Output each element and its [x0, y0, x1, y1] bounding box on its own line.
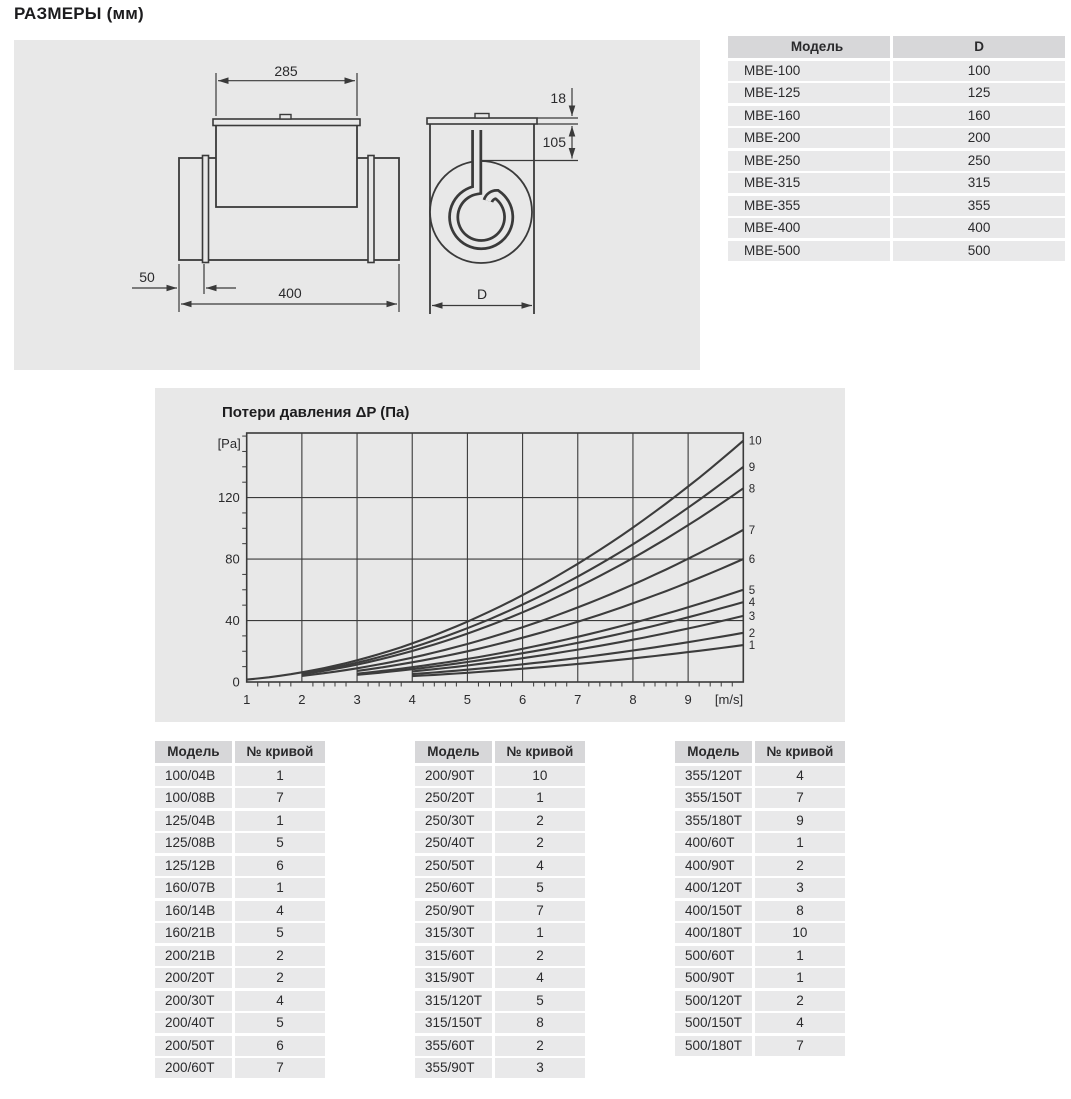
table-row: [155, 1058, 325, 1078]
table-row: [675, 968, 845, 988]
value-cell: 2: [536, 812, 544, 828]
table-row: [675, 901, 845, 921]
page-title: РАЗМЕРЫ (мм): [14, 4, 144, 23]
table-row: [155, 991, 325, 1011]
model-cell: 250/50Т: [415, 856, 495, 876]
table-row: [728, 241, 1065, 261]
model-cell: МВЕ-125: [728, 83, 893, 103]
table-row: [415, 788, 585, 808]
value-cell: 500: [967, 242, 991, 258]
value-cell: 2: [276, 947, 284, 963]
table-row: [675, 991, 845, 1011]
x-tick-label: 4: [408, 692, 416, 707]
y-tick-label: 0: [232, 674, 240, 690]
terminal-box-lid: [213, 119, 360, 126]
curve-label-2: 2: [748, 627, 756, 640]
table-row: [728, 151, 1065, 171]
value-cell: 5: [276, 1015, 284, 1030]
model-cell: 125/12В: [155, 856, 235, 876]
column-header-curve: № кривой: [246, 744, 314, 759]
value-cell: 7: [276, 1060, 284, 1075]
front-lid-knob: [475, 114, 489, 119]
x-tick-label: 3: [353, 692, 361, 707]
table-row: [675, 878, 845, 898]
table-header-row: [415, 741, 585, 763]
table-row: [155, 856, 325, 876]
model-cell: 200/50Т: [155, 1036, 235, 1056]
column-header-model: Модель: [728, 36, 893, 58]
x-tick-label: 2: [298, 692, 306, 707]
y-axis-unit: [Pa]: [217, 436, 241, 451]
curve-label-4: 4: [748, 597, 756, 610]
table-row: [415, 811, 585, 831]
curve-label-3: 3: [748, 610, 756, 623]
value-cell: 355: [967, 197, 991, 213]
x-tick-label: 5: [463, 692, 472, 707]
model-cell: МВЕ-355: [728, 196, 893, 216]
table-body: [728, 61, 1065, 261]
table-row: [728, 128, 1065, 148]
table-row: [675, 788, 845, 808]
value-cell: 4: [276, 902, 284, 918]
value-cell: 4: [796, 1015, 804, 1030]
value-cell: 7: [796, 790, 804, 805]
value-cell: 6: [276, 857, 284, 873]
model-cell: МВЕ-315: [728, 173, 893, 193]
model-cell: 315/30Т: [415, 923, 495, 943]
model-cell: 160/07В: [155, 878, 235, 898]
column-header-curve: № кривой: [506, 744, 574, 759]
value-cell: 1: [276, 812, 284, 828]
model-cell: 250/90Т: [415, 901, 495, 921]
dim-50-label: 50: [139, 269, 155, 285]
model-cell: 200/30Т: [155, 991, 235, 1011]
table-row: [415, 766, 585, 786]
x-tick-label: 9: [684, 692, 692, 707]
model-cell: 250/20Т: [415, 788, 495, 808]
value-cell: 2: [796, 992, 804, 1008]
model-cell: МВЕ-400: [728, 218, 893, 238]
model-cell: 315/150Т: [415, 1013, 495, 1033]
curve-table-2: [415, 741, 585, 1081]
table-row: [728, 61, 1065, 81]
model-cell: 500/120Т: [675, 991, 755, 1011]
dim-105-label: 105: [542, 134, 566, 150]
column-header-model: Модель: [675, 741, 755, 763]
model-cell: 400/150Т: [675, 901, 755, 921]
model-cell: 315/120Т: [415, 991, 495, 1011]
table-row: [728, 83, 1065, 103]
model-cell: 355/180Т: [675, 811, 755, 831]
terminal-box: [216, 125, 357, 207]
model-cell: МВЕ-100: [728, 61, 893, 81]
curve-label-10: 10: [748, 435, 762, 448]
curve-label-5: 5: [748, 584, 756, 597]
model-cell: 160/14В: [155, 901, 235, 921]
value-cell: 1: [796, 835, 804, 850]
table-row: [415, 1036, 585, 1056]
y-tick-label: 80: [225, 551, 240, 567]
x-axis-unit: [m/s]: [714, 692, 744, 707]
y-tick-label: 120: [217, 490, 240, 506]
dim-285: [216, 73, 357, 116]
table-row: [155, 923, 325, 943]
value-cell: 5: [536, 880, 544, 895]
model-cell: 355/150Т: [675, 788, 755, 808]
table-row: [415, 878, 585, 898]
value-cell: 200: [967, 130, 991, 145]
table-row: [155, 901, 325, 921]
side-view: [179, 115, 399, 263]
table-row: [675, 1013, 845, 1033]
model-cell: 100/08В: [155, 788, 235, 808]
model-cell: 160/21В: [155, 923, 235, 943]
table-row: [675, 833, 845, 853]
model-cell: 250/60Т: [415, 878, 495, 898]
table-row: [415, 901, 585, 921]
table-row: [155, 1013, 325, 1033]
table-row: [728, 218, 1065, 238]
curve-table-3: [675, 741, 845, 1058]
value-cell: 1: [796, 970, 804, 985]
model-cell: 125/04В: [155, 811, 235, 831]
value-cell: 1: [276, 767, 284, 783]
value-cell: 3: [536, 1060, 544, 1075]
curve-label-8: 8: [748, 483, 756, 496]
table-row: [415, 856, 585, 876]
model-cell: 200/21В: [155, 946, 235, 966]
value-cell: 2: [276, 970, 284, 985]
x-tick-label: 7: [574, 692, 582, 707]
dim-285-label: 285: [274, 63, 298, 79]
dimension-drawing-panel: [14, 40, 700, 370]
x-tick-label: 6: [518, 692, 527, 707]
flange-left: [203, 156, 209, 263]
table-row: [415, 923, 585, 943]
model-cell: МВЕ-160: [728, 106, 893, 126]
value-cell: 10: [792, 925, 808, 940]
table-row: [675, 766, 845, 786]
lid-knob: [280, 115, 291, 120]
table-row: [415, 833, 585, 853]
dim-400-label: 400: [278, 285, 302, 301]
model-cell: 400/180Т: [675, 923, 755, 943]
model-cell: 400/60Т: [675, 833, 755, 853]
value-cell: 2: [796, 857, 804, 873]
column-header-model: Модель: [155, 741, 235, 763]
value-cell: 7: [796, 1037, 804, 1053]
value-cell: 3: [796, 880, 804, 895]
model-cell: 400/120Т: [675, 878, 755, 898]
value-cell: 1: [536, 925, 544, 940]
pressure-chart-panel: [155, 388, 845, 722]
model-cell: 315/60Т: [415, 946, 495, 966]
model-cell: 355/120Т: [675, 766, 755, 786]
table-row: [155, 1036, 325, 1056]
curve-label-6: 6: [748, 554, 756, 567]
dimension-drawing: [14, 40, 700, 370]
model-cell: 400/90Т: [675, 856, 755, 876]
value-cell: 7: [276, 790, 284, 805]
table-row: [675, 1036, 845, 1056]
y-tick-label: 40: [225, 613, 240, 629]
value-cell: 315: [967, 175, 991, 190]
model-cell: 200/90Т: [415, 766, 495, 786]
value-cell: 4: [536, 970, 544, 985]
model-cell: 500/60Т: [675, 946, 755, 966]
table-row: [155, 833, 325, 853]
column-header-curve: № кривой: [766, 744, 834, 759]
table-row: [415, 991, 585, 1011]
column-header-d: D: [974, 39, 984, 54]
table-row: [155, 968, 325, 988]
table-row: [155, 766, 325, 786]
model-cell: МВЕ-500: [728, 241, 893, 261]
value-cell: 250: [967, 152, 991, 168]
flange-right: [368, 156, 374, 263]
model-cell: 500/180Т: [675, 1036, 755, 1056]
value-cell: 7: [536, 902, 544, 918]
table-row: [155, 811, 325, 831]
table-row: [728, 106, 1065, 126]
chart-title: Потери давления ΔP (Па): [222, 404, 410, 421]
model-cell: 125/08В: [155, 833, 235, 853]
table-header-row: [155, 741, 325, 763]
value-cell: 1: [796, 947, 804, 963]
table-row: [675, 946, 845, 966]
table-row: [675, 811, 845, 831]
value-cell: 10: [532, 767, 548, 783]
table-row: [675, 923, 845, 943]
table-row: [155, 946, 325, 966]
model-cell: 200/40Т: [155, 1013, 235, 1033]
curve-4: [357, 602, 743, 675]
value-cell: 2: [536, 947, 544, 963]
x-tick-label: 8: [629, 692, 637, 707]
value-cell: 400: [967, 220, 991, 235]
table-row: [728, 173, 1065, 193]
model-cell: 355/60Т: [415, 1036, 495, 1056]
value-cell: 160: [967, 107, 991, 123]
value-cell: 4: [536, 857, 544, 873]
model-diameter-table: [728, 36, 1065, 263]
table-row: [415, 946, 585, 966]
value-cell: 8: [536, 1015, 544, 1030]
model-cell: МВЕ-250: [728, 151, 893, 171]
model-cell: 500/150Т: [675, 1013, 755, 1033]
curve-table-1: [155, 741, 325, 1081]
model-cell: 355/90Т: [415, 1058, 495, 1078]
value-cell: 8: [796, 902, 804, 918]
model-cell: 200/60Т: [155, 1058, 235, 1078]
table-header-row: [728, 36, 1065, 58]
table-body: [415, 766, 585, 1079]
value-cell: 4: [796, 767, 804, 783]
column-header-model: Модель: [415, 741, 495, 763]
curve-label-9: 9: [748, 461, 756, 474]
model-cell: МВЕ-200: [728, 128, 893, 148]
value-cell: 5: [276, 925, 284, 940]
value-cell: 5: [276, 835, 284, 850]
value-cell: 5: [536, 992, 544, 1008]
value-cell: 4: [276, 992, 284, 1008]
value-cell: 6: [276, 1037, 284, 1053]
model-cell: 200/20Т: [155, 968, 235, 988]
value-cell: 2: [536, 835, 544, 850]
front-view: [427, 114, 537, 315]
curve-label-7: 7: [748, 524, 756, 537]
value-cell: 9: [796, 812, 804, 828]
model-cell: 315/90Т: [415, 968, 495, 988]
table-row: [155, 788, 325, 808]
value-cell: 2: [536, 1037, 544, 1053]
value-cell: 100: [967, 62, 991, 78]
value-cell: 1: [536, 790, 544, 805]
table-row: [728, 196, 1065, 216]
pressure-loss-chart: [155, 388, 845, 722]
table-body: [155, 766, 325, 1079]
front-lid: [427, 118, 537, 124]
model-cell: 250/30Т: [415, 811, 495, 831]
table-row: [675, 856, 845, 876]
table-row: [415, 1058, 585, 1078]
dim-18-label: 18: [550, 90, 566, 106]
table-row: [155, 878, 325, 898]
model-cell: 500/90Т: [675, 968, 755, 988]
dim-D-label: D: [476, 286, 488, 302]
curve-label-1: 1: [748, 640, 756, 653]
table-header-row: [675, 741, 845, 763]
table-body: [675, 766, 845, 1056]
model-cell: 100/04В: [155, 766, 235, 786]
value-cell: 1: [276, 880, 284, 895]
model-cell: 250/40Т: [415, 833, 495, 853]
value-cell: 125: [967, 85, 991, 100]
x-tick-label: 1: [243, 692, 251, 707]
table-row: [415, 968, 585, 988]
table-row: [415, 1013, 585, 1033]
